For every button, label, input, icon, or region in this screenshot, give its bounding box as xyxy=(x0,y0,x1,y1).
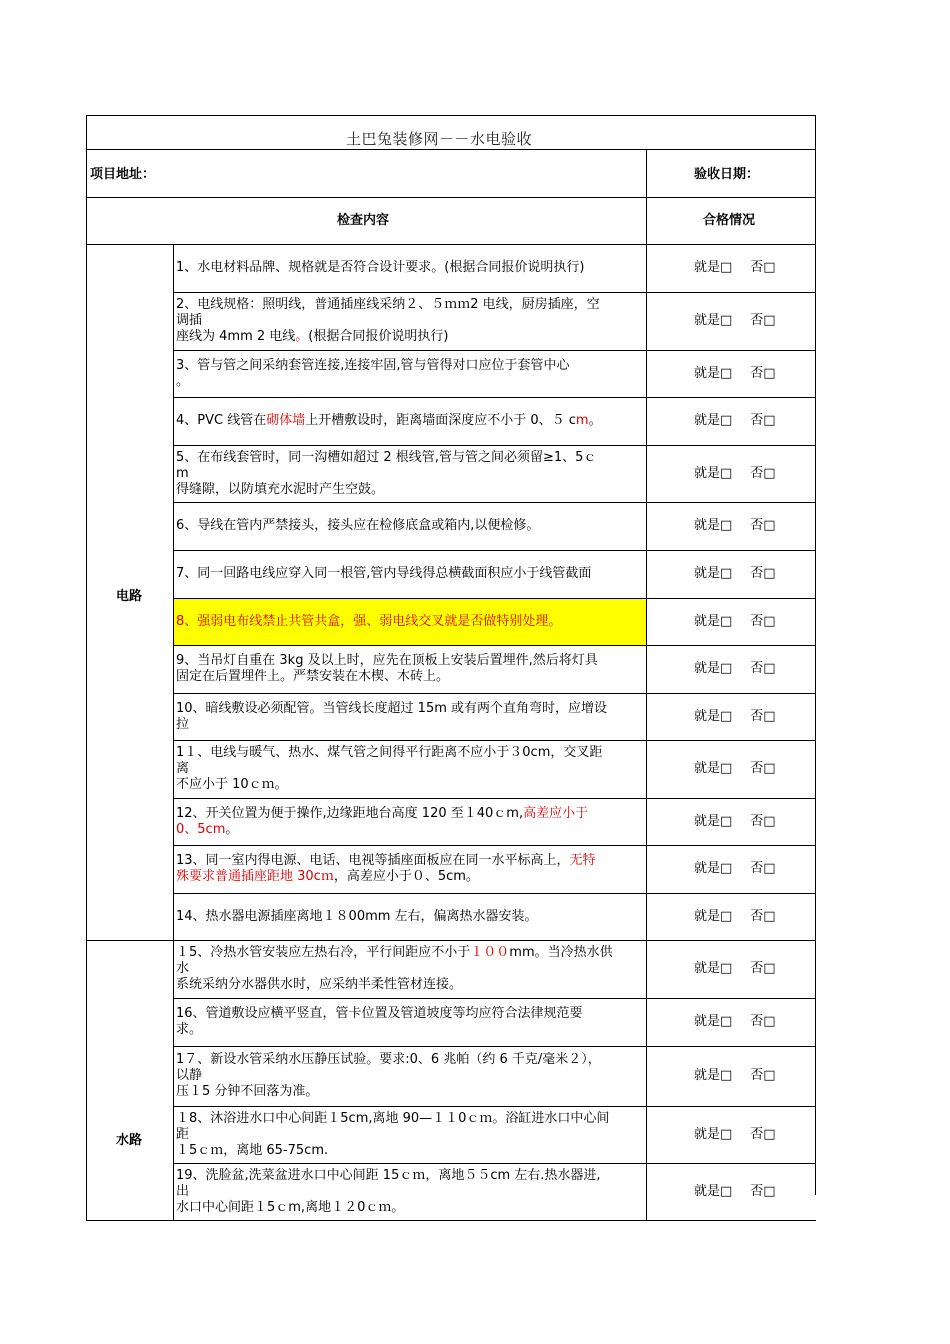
item-text-segment: 固定在后置埋件上。严禁安装在木楔、木砖上。 xyxy=(176,669,450,684)
pass-yes-checkbox[interactable]: 就是□ xyxy=(694,961,733,976)
pass-no-checkbox[interactable]: 否□ xyxy=(750,413,776,428)
checklist-item-12 xyxy=(176,806,588,838)
pass-no-checkbox[interactable]: 否□ xyxy=(750,1184,776,1199)
row-divider xyxy=(173,645,816,646)
item-text-segment: 10、暗线敷设必须配管。当管线长度超过 15m 或有两个直角弯时，应增设 xyxy=(176,701,608,716)
pass-no-checkbox[interactable]: 否□ xyxy=(750,566,776,581)
item-text-line xyxy=(176,358,570,374)
item-text-segment: １5、冷热水管安装应左热右冷，平行间距应不小于 xyxy=(176,945,471,960)
row-divider xyxy=(173,693,816,694)
pass-no-checkbox[interactable]: 否□ xyxy=(750,313,776,328)
item-text-segment: 高差应小于 xyxy=(523,806,589,821)
item-text-segment: 3、管与管之间采纳套管连接,连接牢固,管与管得对口应位于套管中心 xyxy=(176,358,570,373)
item-text-segment: 14、热水器电源插座离地１８00mm 左右，偏离热水器安装。 xyxy=(176,909,538,924)
item-text-segment: 13、同一室内得电源、电话、电视等插座面板应在同一水平标高上， xyxy=(176,853,570,868)
checklist-item-2 xyxy=(176,297,600,345)
pass-status-options[interactable] xyxy=(694,709,776,725)
item-text-segment: 4、PVC 线管在 xyxy=(176,413,267,428)
checklist-item-17 xyxy=(176,1052,601,1100)
item-text-segment: m xyxy=(176,466,189,481)
pass-no-checkbox[interactable]: 否□ xyxy=(750,260,776,275)
pass-yes-checkbox[interactable]: 就是□ xyxy=(694,518,733,533)
checklist-item-5 xyxy=(176,450,596,498)
item-text-segment: 距 xyxy=(176,1127,190,1142)
table-top-border xyxy=(86,115,816,116)
inspection-date-label: 验收日期： xyxy=(694,167,760,182)
pass-yes-checkbox[interactable]: 就是□ xyxy=(694,466,733,481)
checklist-item-8 xyxy=(176,614,561,630)
item-text-line xyxy=(176,466,596,482)
item-text-line xyxy=(176,777,602,793)
item-text-segment: mm。当冷热水供 xyxy=(509,945,613,960)
pass-status-options[interactable] xyxy=(694,1127,776,1143)
item-text-line xyxy=(176,961,613,977)
item-text-segment: 以静 xyxy=(176,1068,203,1083)
checklist-item-11 xyxy=(176,745,602,793)
item-text-line xyxy=(176,329,600,345)
item-text-segment: 。 xyxy=(225,822,239,837)
pass-status-options[interactable] xyxy=(694,566,776,582)
row-divider xyxy=(173,893,816,894)
item-text-segment: ，高差应小于０、5cm。 xyxy=(333,869,479,884)
pass-status-options[interactable] xyxy=(694,1014,776,1030)
section-divider xyxy=(86,940,816,941)
pass-yes-checkbox[interactable]: 就是□ xyxy=(694,566,733,581)
item-text-segment: 水口中心间距１5ｃm,离地１２0ｃｍ。 xyxy=(176,1200,405,1215)
pass-yes-checkbox[interactable]: 就是□ xyxy=(694,861,733,876)
item-text-line xyxy=(176,1006,583,1022)
item-text-line xyxy=(176,745,602,761)
pass-yes-checkbox[interactable]: 就是□ xyxy=(694,413,733,428)
item-text-line xyxy=(176,822,588,838)
row-divider xyxy=(173,350,816,351)
item-text-segment: 座线为 4mm 2 电线 xyxy=(176,329,296,344)
item-text-segment: 8、强弱电布线禁止共管共盒，强、弱电 xyxy=(176,614,406,629)
item-text-line xyxy=(176,260,584,276)
item-text-segment: 就是否做特别处理。 xyxy=(444,614,562,629)
item-text-segment: 。 xyxy=(176,374,190,389)
item-text-segment: 19、洗脸盆,洗菜盆进水口中心间距 15ｃｍ，离地５５cm 左右.热水器进, xyxy=(176,1168,601,1183)
item-text-segment: 砌体墙 xyxy=(266,413,306,428)
row-divider xyxy=(173,845,816,846)
item-text-line xyxy=(176,482,596,498)
item-text-segment: １8、沐浴进水口中心间距１5cm,离地 90—１１0ｃｍ。浴缸进水口中心间 xyxy=(176,1111,610,1126)
pass-status-options[interactable] xyxy=(694,413,776,429)
item-text-line xyxy=(176,806,588,822)
table-right-border xyxy=(815,115,816,1195)
title-bottom-border xyxy=(86,149,816,150)
pass-yes-checkbox[interactable]: 就是□ xyxy=(694,1127,733,1142)
item-text-segment: 1１、电线与暖气、热水、煤气管之间得平行距离不应小于３0cm，交叉距 xyxy=(176,745,603,760)
pass-no-checkbox[interactable]: 否□ xyxy=(750,761,776,776)
item-text-line xyxy=(176,909,538,925)
item-text-segment: １００ xyxy=(470,945,510,960)
pass-status-options[interactable] xyxy=(694,861,776,877)
item-text-line xyxy=(176,853,596,869)
pass-yes-checkbox[interactable]: 就是□ xyxy=(694,814,733,829)
item-text-line xyxy=(176,1127,609,1143)
item-text-line xyxy=(176,1168,601,1184)
pass-status-options[interactable] xyxy=(694,614,776,630)
pass-yes-checkbox[interactable]: 就是□ xyxy=(694,1014,733,1029)
item-text-segment: 。 xyxy=(295,329,309,344)
row-divider xyxy=(173,998,816,999)
item-text-segment: m xyxy=(575,413,589,428)
pass-status-options[interactable] xyxy=(694,761,776,777)
pass-status-options[interactable] xyxy=(694,1068,776,1084)
pass-status-options[interactable] xyxy=(694,366,776,382)
pass-yes-checkbox[interactable]: 就是□ xyxy=(694,709,733,724)
status-column-divider xyxy=(646,149,647,1221)
pass-no-checkbox[interactable]: 否□ xyxy=(750,366,776,381)
item-text-line xyxy=(176,1084,601,1100)
row-divider xyxy=(173,550,816,551)
pass-status-options[interactable] xyxy=(694,661,776,677)
checklist-item-10 xyxy=(176,701,607,733)
row-divider xyxy=(173,1163,816,1164)
checklist-item-15 xyxy=(176,945,613,993)
item-text-segment: 1、水电材料品牌、规格就是否符合设计要求。(根据合同报价说明执行) xyxy=(176,260,585,275)
checklist-item-1 xyxy=(176,260,584,276)
project-address-label: 项目地址： xyxy=(90,167,156,182)
item-text-line xyxy=(176,450,596,466)
pass-no-checkbox[interactable]: 否□ xyxy=(750,466,776,481)
pass-status-options[interactable] xyxy=(694,260,776,276)
pass-yes-checkbox[interactable]: 就是□ xyxy=(694,260,733,275)
pass-yes-checkbox[interactable]: 就是□ xyxy=(694,909,733,924)
item-text-segment: 交叉 xyxy=(418,614,445,629)
checklist-item-4 xyxy=(176,413,602,429)
pass-no-checkbox[interactable]: 否□ xyxy=(750,1014,776,1029)
section-column-divider xyxy=(173,244,174,1221)
item-text-segment: １5ｃｍ，离地 65-75cm. xyxy=(176,1143,329,1158)
pass-status-options[interactable] xyxy=(694,313,776,329)
item-text-segment: 出 xyxy=(176,1184,190,1199)
pass-no-checkbox[interactable]: 否□ xyxy=(750,861,776,876)
inspection-content-header: 检查内容 xyxy=(337,213,390,228)
table-left-border xyxy=(86,115,87,1221)
column-header-bottom-border xyxy=(86,244,816,245)
item-text-segment: 0、5cm xyxy=(176,822,226,837)
checklist-item-6 xyxy=(176,518,539,534)
pass-no-checkbox[interactable]: 否□ xyxy=(750,661,776,676)
row-divider xyxy=(173,1106,816,1107)
row-divider xyxy=(173,798,816,799)
pass-yes-checkbox[interactable]: 就是□ xyxy=(694,761,733,776)
item-text-line xyxy=(176,313,600,329)
pass-yes-checkbox[interactable]: 就是□ xyxy=(694,1068,733,1083)
pass-status-options[interactable] xyxy=(694,1184,776,1200)
row-divider xyxy=(173,445,816,446)
item-text-line xyxy=(176,761,602,777)
pass-no-checkbox[interactable]: 否□ xyxy=(750,909,776,924)
checklist-item-7 xyxy=(176,566,591,582)
item-text-segment: 殊要求普通插座距地 30cｍ xyxy=(176,869,334,884)
row-divider xyxy=(173,502,816,503)
pass-no-checkbox[interactable]: 否□ xyxy=(750,1068,776,1083)
section-water-label: 水路 xyxy=(116,1133,143,1148)
item-text-segment: 不应小于 10ｃｍ。 xyxy=(176,777,288,792)
item-text-line xyxy=(176,717,607,733)
item-text-segment: 16、管道敷设应横平竖直，管卡位置及管道坡度等均应符合法律规范要 xyxy=(176,1006,583,1021)
pass-status-options[interactable] xyxy=(694,518,776,534)
pass-yes-checkbox[interactable]: 就是□ xyxy=(694,313,733,328)
item-text-line xyxy=(176,1200,601,1216)
item-text-segment: 离 xyxy=(176,761,190,776)
page-title: 土巴兔装修网－－水电验收 xyxy=(346,130,533,148)
pass-status-header: 合格情况 xyxy=(703,213,756,228)
pass-no-checkbox[interactable]: 否□ xyxy=(750,518,776,533)
item-text-line xyxy=(176,614,561,630)
item-text-segment: 12、开关位置为便于操作,边缘距地台高度 120 至１40ｃm, xyxy=(176,806,524,821)
item-text-line xyxy=(176,669,598,685)
item-text-line xyxy=(176,869,596,885)
pass-status-options[interactable] xyxy=(694,909,776,925)
item-text-line xyxy=(176,977,613,993)
row-divider xyxy=(173,1046,816,1047)
item-text-line xyxy=(176,1111,609,1127)
item-text-segment: 线 xyxy=(405,614,419,629)
checklist-item-13 xyxy=(176,853,596,885)
checklist-item-9 xyxy=(176,653,598,685)
item-text-line xyxy=(176,374,570,390)
item-text-segment: 调插 xyxy=(176,313,203,328)
row-divider xyxy=(173,292,816,293)
item-text-line xyxy=(176,701,607,717)
pass-status-options[interactable] xyxy=(694,961,776,977)
item-text-line xyxy=(176,1052,601,1068)
item-text-line xyxy=(176,1143,609,1159)
item-text-segment: 上开槽敷设时，距离墙面深度应不小于 0、５ c xyxy=(305,413,576,428)
item-text-segment: 得缝隙，以防填充水泥时产生空鼓。 xyxy=(176,482,385,497)
item-text-segment: 。 xyxy=(588,413,602,428)
pass-no-checkbox[interactable]: 否□ xyxy=(750,709,776,724)
table-bottom-border xyxy=(86,1220,816,1221)
row-divider xyxy=(173,740,816,741)
pass-yes-checkbox[interactable]: 就是□ xyxy=(694,661,733,676)
item-text-segment: 压１5 分钟不回落为准。 xyxy=(176,1084,319,1099)
item-text-line xyxy=(176,1068,601,1084)
item-text-line xyxy=(176,413,602,429)
item-text-segment: 拉 xyxy=(176,717,190,732)
checklist-item-14 xyxy=(176,909,538,925)
item-text-segment: 系统采纳分水器供水时，应采纳半柔性管材连接。 xyxy=(176,977,463,992)
pass-status-options[interactable] xyxy=(694,814,776,830)
item-text-segment: 2、电线规格：照明线，普通插座线采纳２、５ｍｍ2 电线，厨房插座，空 xyxy=(176,297,600,312)
row-divider xyxy=(173,397,816,398)
pass-no-checkbox[interactable]: 否□ xyxy=(750,814,776,829)
item-text-line xyxy=(176,1184,601,1200)
item-text-line xyxy=(176,566,591,582)
item-text-segment: 1７、新设水管采纳水压静压试验。要求:0、6 兆帕（约 6 千克/毫米２）， xyxy=(176,1052,601,1067)
item-text-segment: 9、当吊灯自重在 3kg 及以上时，应先在顶板上安装后置埋件,然后将灯具 xyxy=(176,653,598,668)
checklist-item-16 xyxy=(176,1006,583,1038)
pass-status-options[interactable] xyxy=(694,466,776,482)
pass-yes-checkbox[interactable]: 就是□ xyxy=(694,366,733,381)
item-text-segment: 7、同一回路电线应穿入同一根管,管内导线得总横截面积应小于线管截面 xyxy=(176,566,592,581)
item-text-segment: 求。 xyxy=(176,1022,203,1037)
item-text-line xyxy=(176,653,598,669)
address-row-bottom-border xyxy=(86,197,816,198)
item-text-line xyxy=(176,297,600,313)
checklist-item-18 xyxy=(176,1111,609,1159)
checklist-item-3 xyxy=(176,358,570,390)
item-text-line xyxy=(176,1022,583,1038)
item-text-line xyxy=(176,518,539,534)
item-text-segment: 6、导线在管内严禁接头，接头应在检修底盒或箱内,以便检修。 xyxy=(176,518,540,533)
checklist-item-19 xyxy=(176,1168,601,1216)
pass-no-checkbox[interactable]: 否□ xyxy=(750,1127,776,1142)
pass-no-checkbox[interactable]: 否□ xyxy=(750,961,776,976)
pass-yes-checkbox[interactable]: 就是□ xyxy=(694,1184,733,1199)
item-text-segment: 水 xyxy=(176,961,190,976)
item-text-segment: (根据合同报价说明执行) xyxy=(308,329,449,344)
pass-yes-checkbox[interactable]: 就是□ xyxy=(694,614,733,629)
item-text-segment: 无特 xyxy=(569,853,596,868)
item-text-line xyxy=(176,945,613,961)
pass-no-checkbox[interactable]: 否□ xyxy=(750,614,776,629)
section-electric-label: 电路 xyxy=(116,589,143,604)
item-text-segment: 5、在布线套管时，同一沟槽如超过 2 根线管,管与管之间必须留≥1、5ｃ xyxy=(176,450,597,465)
